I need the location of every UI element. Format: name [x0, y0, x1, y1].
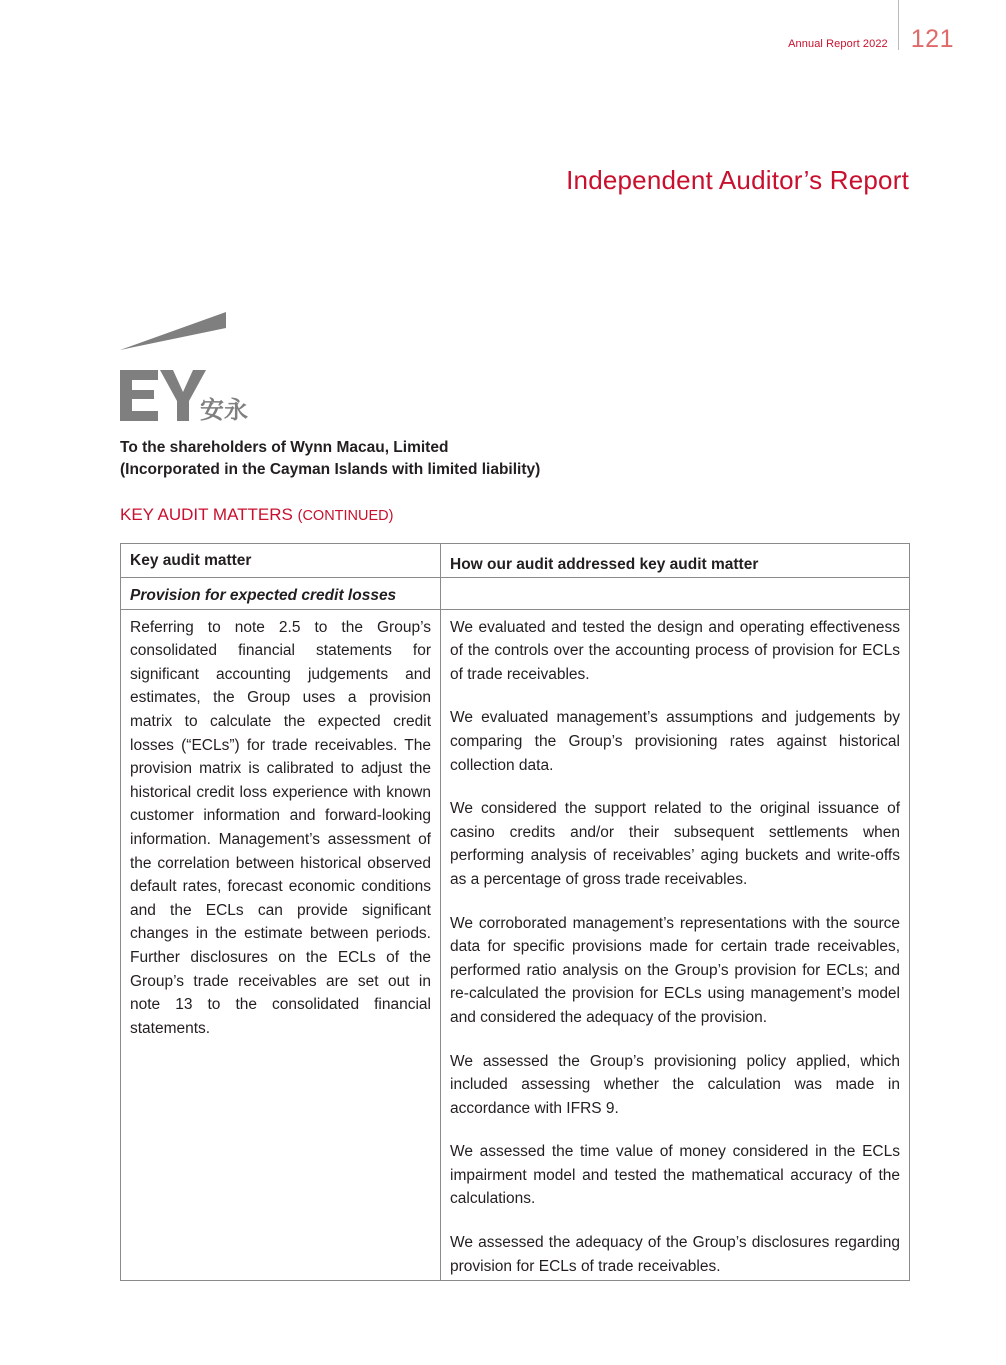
- matter-title-row: [121, 577, 910, 609]
- matter-title-empty-cell: [441, 577, 910, 609]
- key-audit-matters-table: [120, 543, 910, 1281]
- addressee-block: [120, 437, 540, 481]
- audit-procedure: We corroborated management’s representations with the source data for specific provisions made for certain trade receivables, performed ratio analysis on the Group’s provision for ECLs; and re-calculated the provision for ECLs using management’s model and considered the adequacy of the provision.: [450, 914, 900, 1026]
- matter-description-cell: [121, 609, 441, 1281]
- matter-title: Provision for expected credit losses: [121, 577, 441, 609]
- audit-procedure: We considered the support related to the original issuance of casino credits and/or their subsequent settlements when performing analysis of receivables’ aging buckets and write-offs as a percentage of gross trade receivables.: [450, 800, 900, 888]
- section-heading-continued: (CONTINUED): [297, 508, 394, 524]
- addressee-incorporation: (Incorporated in the Cayman Islands with limited liability): [120, 461, 541, 478]
- running-title: Annual Report 2022: [788, 38, 888, 50]
- audit-procedure: We assessed the adequacy of the Group’s disclosures regarding provision for ECLs of trade receivables.: [450, 1234, 900, 1275]
- audit-response-cell: [441, 609, 910, 1281]
- header-divider: [898, 0, 899, 50]
- column-header-key-audit-matter: Key audit matter: [121, 544, 441, 578]
- addressee-line: To the shareholders of Wynn Macau, Limited: [120, 439, 449, 456]
- audit-procedure: We evaluated and tested the design and operating effectiveness of the controls over the accounting process of provision for ECLs of trade receivables.: [450, 618, 900, 683]
- table-header-row: [121, 544, 910, 578]
- audit-procedure: We assessed the Group’s provisioning policy applied, which included assessing whether the calculation was made in accordance with IFRS 9.: [450, 1052, 900, 1117]
- running-header: [788, 22, 954, 56]
- svg-text:安永: 安永: [200, 396, 248, 424]
- section-heading-text: KEY AUDIT MATTERS: [120, 505, 293, 524]
- section-heading: [120, 505, 393, 525]
- page-title: Independent Auditor’s Report: [566, 165, 909, 195]
- audit-procedure: We assessed the time value of money considered in the ECLs impairment model and tested the mathematical accuracy of the calculations.: [450, 1143, 900, 1208]
- column-header-how-addressed: How our audit addressed key audit matter: [441, 544, 910, 578]
- page-number: 121: [910, 25, 954, 53]
- audit-procedure: We evaluated management’s assumptions and judgements by comparing the Group’s provisioning rates against historical collection data.: [450, 709, 900, 774]
- matter-body-row: [121, 609, 910, 1281]
- ey-logo: [120, 312, 260, 424]
- matter-description: Referring to note 2.5 to the Group’s consolidated financial statements for significant accounting judgements and estimates, the Group uses a provision matrix to calculate the expected credit losses (“ECLs”) for trade receivables. The provision matrix is calibrated to adjust the historical credit loss experience with known customer information and forward-looking information. Management’s assessment of the correlation between historical observed default rates, forecast economic conditions and the ECLs can provide significant changes in the estimate between periods. Further disclosures on the ECLs of the Group’s trade receivables are set out in note 13 to the consolidated financial statements.: [130, 618, 431, 1037]
